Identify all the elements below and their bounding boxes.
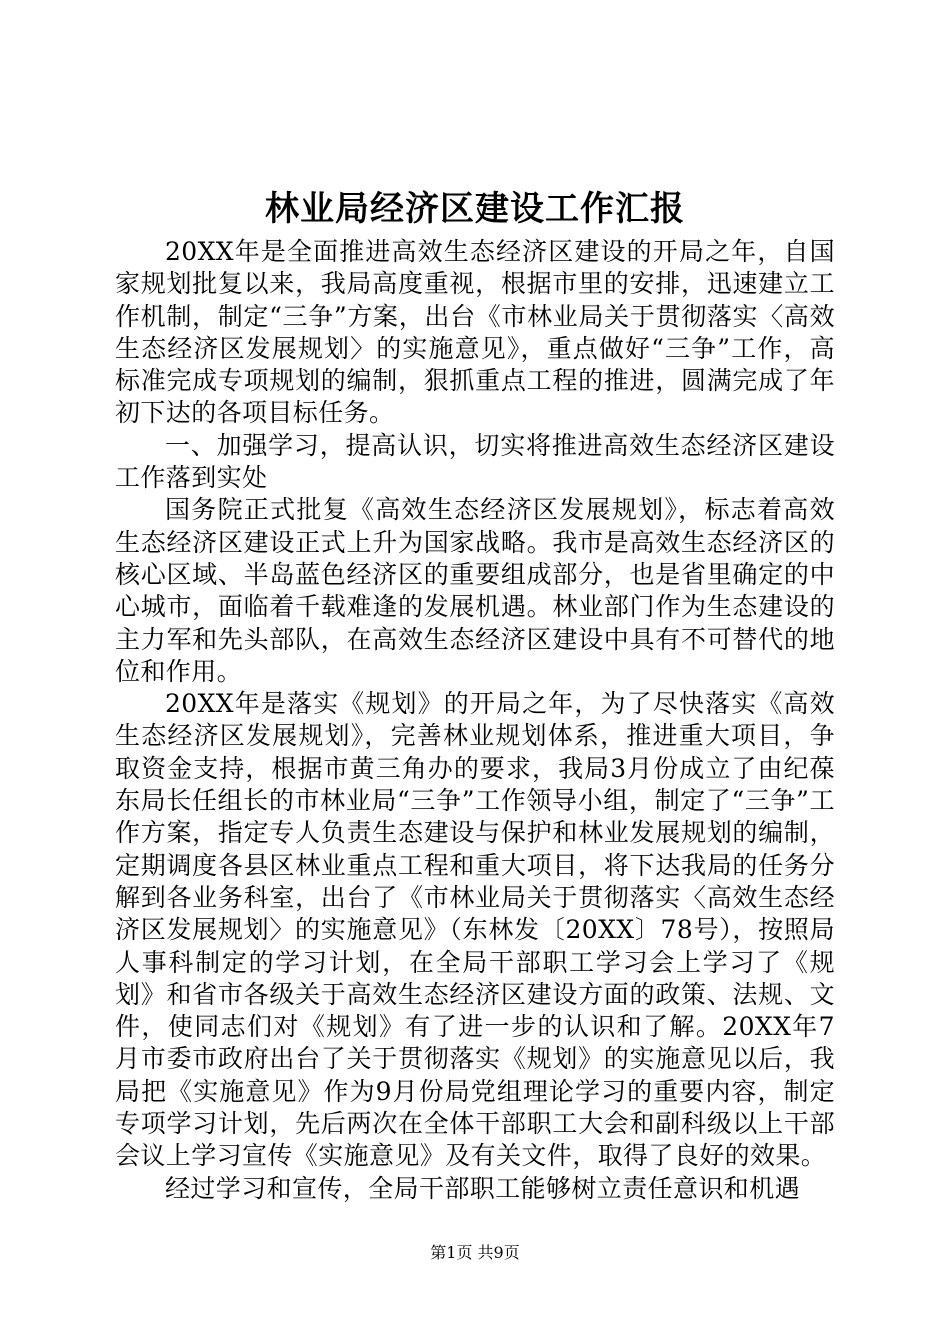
document-title: 林业局经济区建设工作汇报 [265,189,685,229]
paragraph-intro: 20XX年是全面推进高效生态经济区建设的开局之年，自国家规划批复以来，我局高度重视，根据市里的安排，迅速建立工作机制，制定“三争”方案，出台《市林业局关于贯彻落实〈高效生态经济区发展规划〉的实施意见》，重点做好“三争”工作，高标准完成专项规划的编制，狠抓重点工程的推进，圆满完成了年初下达的各项目标任务。 [115,237,835,428]
document-body [115,236,835,1205]
section-heading-1: 一、加强学习，提高认识，切实将推进高效生态经济区建设工作落到实处 [115,430,835,493]
paragraph-implementation: 20XX年是落实《规划》的开局之年，为了尽快落实《高效生态经济区发展规划》，完善林业规划体系，推进重大项目，争取资金支持，根据市黄三角办的要求，我局3月份成立了由纪葆东局长任组长的市林业局“三争”工作领导小组，制定了“三争”工作方案，指定专人负责生态建设与保护和林业发展规划的编制，定期调度各县区林业重点工程和重大项目，将下达我局的任务分解到各业务科室，出台了《市林业局关于贯彻落实〈高效生态经济区发展规划〉的实施意见》（东林发〔20XX〕78号），按照局人事科制定的学习计划，在全局干部职工学习会上学习了《规划》和省市各级关于高效生态经济区建设方面的政策、法规、文件，使同志们对《规划》有了进一步的认识和了解。20XX年7月市委市政府出台了关于贯彻落实《规划》的实施意见以后，我局把《实施意见》作为9月份局党组理论学习的重要内容，制定专项学习计划，先后两次在全体干部职工大会和副科级以上干部会议上学习宣传《实施意见》及有关文件，取得了良好的效果。 [115,689,835,1171]
page-number-footer: 第1页 共9页 [430,1243,520,1262]
paragraph-continued: 经过学习和宣传，全局干部职工能够树立责任意识和机遇 [165,1173,801,1203]
paragraph-approval: 国务院正式批复《高效生态经济区发展规划》，标志着高效生态经济区建设正式上升为国家战略。我市是高效生态经济区的核心区域、半岛蓝色经济区的重要组成部分，也是省里确定的中心城市，面临着千载难逢的发展机遇。林业部门作为生态建设的主力军和先头部队，在高效生态经济区建设中具有不可替代的地位和作用。 [115,495,835,686]
